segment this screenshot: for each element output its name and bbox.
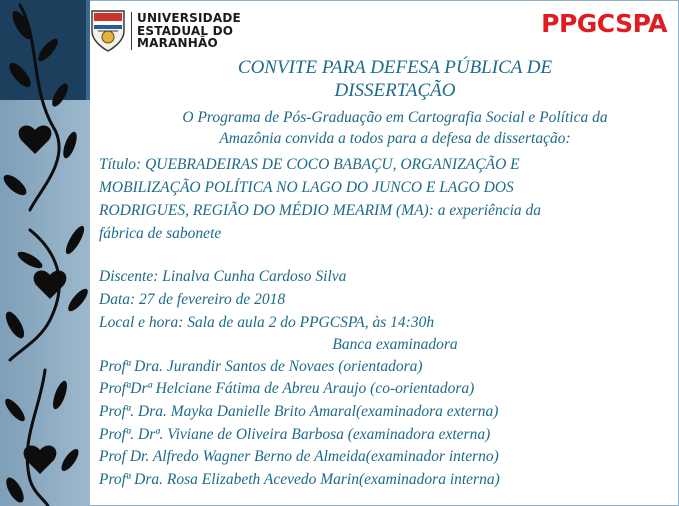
floral-ornament-icon	[0, 0, 90, 506]
board-member: ProfªDrª Helciane Fátima de Abreu Araujo (co-orientadora)	[99, 380, 475, 397]
university-line: MARANHÃO	[137, 36, 218, 50]
board-member: Profª Dra. Rosa Elizabeth Acevedo Marin(examinadora interna)	[99, 471, 500, 488]
university-line: UNIVERSIDADE	[137, 11, 241, 25]
invite-title: CONVITE PARA DEFESA PÚBLICA DE	[237, 57, 553, 78]
board-member: Profª. Drª. Viviane de Oliveira Barbosa (examinadora externa)	[99, 426, 491, 443]
university-line: ESTADUAL DO	[137, 23, 234, 38]
board-title: Banca examinadora	[332, 336, 458, 353]
logo-divider	[131, 12, 132, 50]
board-member: Profª. Dra. Mayka Danielle Brito Amaral(examinadora externa)	[99, 403, 499, 420]
intro-text: O Programa de Pós-Graduação em Cartografia Social e Política da	[182, 109, 608, 126]
board-member: Profª Dra. Jurandir Santos de Novaes (orientadora)	[99, 358, 423, 375]
thesis-title: RODRIGUES, REGIÃO DO MÉDIO MEARIM (MA): a experiência da	[99, 202, 542, 219]
thesis-title: Título: QUEBRADEIRAS DE COCO BABAÇU, ORGANIZAÇÃO E	[99, 156, 520, 173]
student-line: Discente: Linalva Cunha Cardoso Silva	[99, 268, 347, 285]
date-line: Data: 27 de fevereiro de 2018	[99, 291, 286, 308]
place-line: Local e hora: Sala de aula 2 do PPGCSPA, às 14:30h	[99, 314, 435, 331]
university-name	[137, 12, 241, 50]
university-crest-icon	[88, 7, 128, 53]
invite-title: DISSERTAÇÃO	[334, 80, 456, 101]
board-member: Prof Dr. Alfredo Wagner Berno de Almeida(examinador interno)	[99, 448, 499, 465]
program-logo: PPGCSPA	[541, 9, 667, 38]
intro-text: Amazônia convida a todos para a defesa de dissertação:	[219, 130, 571, 147]
thesis-title: fábrica de sabonete	[99, 225, 222, 242]
thesis-title: MOBILIZAÇÃO POLÍTICA NO LAGO DO JUNCO E LAGO DOS	[99, 179, 514, 196]
